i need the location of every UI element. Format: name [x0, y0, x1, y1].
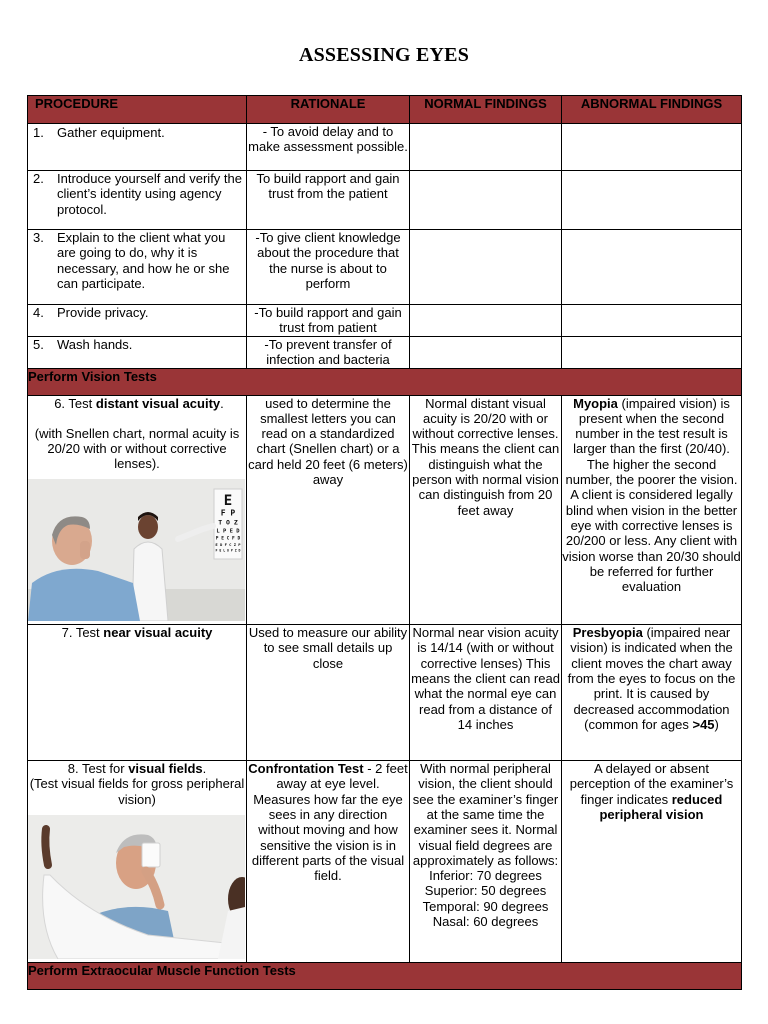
normal-cell: [410, 171, 562, 230]
normal-cell: [410, 230, 562, 305]
assessment-table: [27, 95, 742, 990]
snellen-row: L P E D: [216, 528, 240, 535]
test-note: (with Snellen chart, normal acuity is 20/20 with or without corrective lenses).: [34, 425, 240, 472]
abnormal-cell: [562, 230, 742, 305]
test-label: 8. Test for visual fields.: [67, 761, 207, 777]
procedure-cell: [28, 761, 247, 963]
snellen-test-illustration: [28, 479, 245, 621]
normal-cell: [410, 305, 562, 337]
degree-nasal: Nasal: 60 degrees: [432, 914, 539, 930]
procedure-cell: [28, 625, 247, 761]
section-row: [28, 368, 742, 395]
procedure-cell: [28, 336, 247, 368]
snellen-row: F P: [220, 508, 236, 518]
step-number: 2.: [33, 171, 44, 186]
abnormal-cell: [562, 171, 742, 230]
procedure-cell: [28, 305, 247, 337]
degree-inferior: Inferior: 70 degrees: [429, 868, 542, 884]
rationale-cell: Used to measure our ability to see small details up close: [247, 625, 410, 761]
snellen-test-photo: [28, 479, 245, 624]
procedure-cell: [28, 124, 247, 171]
rationale-cell: -To give client knowledge about the procedure that the nurse is about to perform: [247, 230, 410, 305]
test-label: 6. Test distant visual acuity.: [54, 395, 224, 411]
header-abnormal-findings: ABNORMAL FINDINGS: [562, 96, 742, 124]
normal-cell: Normal near vision acuity is 14/14 (with or without corrective lenses) This means the client can read what the normal eye can read from a distance of 14 inches: [410, 625, 562, 761]
table-row: [28, 761, 742, 963]
table-row: [28, 625, 742, 761]
snellen-row: P E C F D: [215, 536, 241, 542]
normal-cell: Normal distant visual acuity is 20/20 with or without corrective lenses. This means the client can distinguish what the person with normal vision can distinguish from 20 feet away: [410, 395, 562, 624]
table-row: [28, 336, 742, 368]
snellen-row: E D F C Z P: [215, 541, 241, 547]
table-row: [28, 305, 742, 337]
header-procedure: PROCEDURE: [28, 96, 247, 124]
table-row: [28, 395, 742, 624]
normal-cell: [410, 124, 562, 171]
header-normal-findings: NORMAL FINDINGS: [410, 96, 562, 124]
rationale-cell: - To avoid delay and to make assessment possible.: [247, 124, 410, 171]
abnormal-cell: [562, 305, 742, 337]
abnormal-cell: Myopia (impaired vision) is present when the second number in the test result is larger than the first (20/40). The higher the second number, the poorer the vision. A client is considered legally blind when vision in the better eye with corrective lenses is 20/200 or less. Any client with vision worse than 20/30 should be referred for further evaluation: [562, 395, 742, 624]
rationale-cell: -To prevent transfer of infection and bacteria: [247, 336, 410, 368]
confrontation-test-illustration: [28, 815, 245, 959]
rationale-cell: -To build rapport and gain trust from patient: [247, 305, 410, 337]
table-row: [28, 171, 742, 230]
visual-field-test-photo: [28, 815, 245, 962]
procedure-cell: [28, 171, 247, 230]
header-rationale: RATIONALE: [247, 96, 410, 124]
section-vision-tests: Perform Vision Tests: [28, 368, 742, 395]
procedure-text: Explain to the client what you are going to do, why it is necessary, and how he or she can participate.: [57, 230, 230, 291]
abnormal-cell: Presbyopia (impaired near vision) is indicated when the client moves the chart away from the eyes to focus on the print. It is caused by decreased accommodation (common for ages >45): [562, 625, 742, 761]
rationale-cell: To build rapport and gain trust from the patient: [247, 171, 410, 230]
normal-cell: [410, 761, 562, 963]
step-number: 4.: [33, 305, 44, 320]
section-row: [28, 963, 742, 990]
rationale-cell: used to determine the smallest letters you can read on a standardized chart (Snellen chart) or a card held 20 feet (6 meters) away: [247, 395, 410, 624]
procedure-cell: [28, 230, 247, 305]
degree-superior: Superior: 50 degrees: [424, 883, 547, 899]
procedure-text: Gather equipment.: [57, 125, 165, 140]
normal-text: With normal peripheral vision, the client should see the examiner’s finger at the same time the examiner sees it. Normal visual field degrees are approximately as follows:: [412, 761, 559, 868]
table-row: [28, 230, 742, 305]
test-label: 7. Test near visual acuity: [61, 625, 213, 641]
page-title: ASSESSING EYES: [298, 44, 470, 66]
step-number: 1.: [33, 125, 44, 140]
header-row: [28, 96, 742, 124]
section-extraocular-tests: Perform Extraocular Muscle Function Tests: [28, 963, 742, 990]
snellen-row: E: [223, 492, 233, 509]
rationale-cell: Confrontation Test - 2 feet away at eye level. Measures how far the eye sees in any direction without moving and how sensitive the vision is in different parts of the visual field.: [247, 761, 410, 963]
test-note: (Test visual fields for gross peripheral vision): [29, 776, 245, 807]
snellen-row: F E L O P Z D: [215, 548, 241, 553]
step-number: 5.: [33, 336, 44, 352]
abnormal-cell: [562, 124, 742, 171]
normal-cell: [410, 336, 562, 368]
step-number: 3.: [33, 230, 44, 245]
procedure-cell: [28, 395, 247, 624]
degree-temporal: Temporal: 90 degrees: [422, 898, 549, 914]
abnormal-cell: A delayed or absent perception of the examiner’s finger indicates reduced peripheral vision: [562, 761, 742, 963]
procedure-text: Introduce yourself and verify the client’s identity using agency protocol.: [57, 171, 242, 217]
table-row: [28, 124, 742, 171]
procedure-text: Wash hands.: [57, 336, 133, 352]
procedure-text: Provide privacy.: [57, 305, 149, 320]
snellen-row: T O Z: [218, 518, 238, 527]
abnormal-cell: [562, 336, 742, 368]
